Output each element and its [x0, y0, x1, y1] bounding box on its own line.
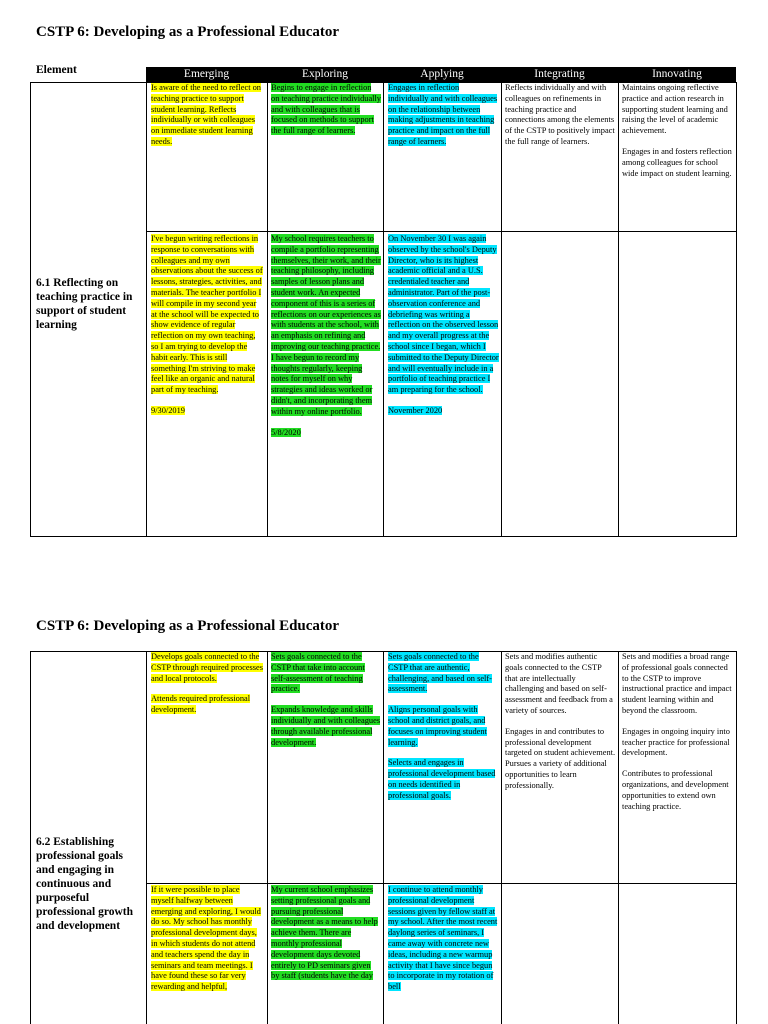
evidence-emerging-6-2: [151, 885, 264, 1024]
evidence-date: 5/8/2020: [271, 427, 301, 437]
rubric-integrating-6-1: [505, 83, 616, 229]
evidence-text: My school requires teachers to compile a portfolio representing themselves, their work, and their teaching philosophy, including samples of lesson plans and student work. An expected component of this is a series of reflections on our experiences as with students at the school, with an emphasis on refining and improving our teaching practice. I have begun to record my thoughts regularly, keeping notes for myself on why strategies and ideas worked or didn't, and incorporating them within my online portfolio.: [271, 234, 381, 416]
rubric-text: Engages in and contributes to professional development targeted on student achievement. Pursues a variety of additional opportunities to learn professionally.: [505, 726, 616, 790]
table-line: [501, 82, 502, 537]
evidence-text: I've begun writing reflections in response to conversations with colleagues and my own observations about the success of lessons, strategies, activities, and materials. The teacher portfolio I will compile in my second year at the school will be expected to show evidence of regular reflection on my own teaching, so I am trying to develop the habit early. This is still something I'm striving to make feel like an organic and natural part of my teaching.: [151, 234, 263, 395]
header-emerging: Emerging: [146, 67, 267, 82]
rubric-text: Attends required professional development.: [151, 694, 251, 715]
rubric-text: Expands knowledge and skills individually and with colleagues through available professional development.: [271, 705, 381, 747]
evidence-applying-6-1: [388, 234, 499, 534]
rubric-text: Reflects individually and with colleagues on refinements in teaching practice and connections among the elements of the CSTP to positively impact the full range of learners.: [505, 83, 615, 146]
rubric-text: Maintains ongoing reflective practice and action research in supporting student learning and raising the level of academic achievement.: [622, 83, 728, 136]
rubric-text: Is aware of the need to reflect on teaching practice to support student learning. Reflects individually or with colleagues on immediate student learning needs.: [151, 83, 261, 146]
rubric-emerging-6-1: [151, 83, 264, 229]
rubric-text: Aligns personal goals with school and district goals, and focuses on improving student learning.: [388, 705, 487, 747]
table-line: [146, 883, 736, 884]
rubric-emerging-6-2: [151, 652, 264, 881]
evidence-exploring-6-2: [271, 885, 381, 1024]
table-line: [618, 82, 619, 537]
table-line: [146, 651, 147, 1024]
evidence-date: November 2020: [388, 405, 443, 415]
header-innovating: Innovating: [618, 67, 736, 82]
table-line: [30, 651, 31, 1024]
rubric-text: Develops goals connected to the CSTP through required processes and local protocols.: [151, 652, 264, 683]
evidence-text: My current school emphasizes setting professional goals and pursuing professional development as a means to help achieve them. There are monthly professional development days devoted entirely to PD seminars given by staff (students have the day: [271, 885, 378, 981]
evidence-exploring-6-1: [271, 234, 381, 534]
rubric-text: Contributes to professional organizations, and development opportunities to extend own teaching practice.: [622, 769, 729, 811]
table-line: [30, 82, 31, 537]
table-line: [501, 651, 502, 1024]
evidence-applying-6-2: [388, 885, 499, 1024]
rubric-text: Engages in ongoing inquiry into teacher practice for professional development.: [622, 726, 730, 758]
table-line: [267, 82, 268, 537]
table-line: [736, 82, 737, 537]
table-line: [146, 231, 736, 232]
element-column-label: Element: [36, 64, 77, 76]
rubric-text: Engages in reflection individually and with colleagues on the relationship between making adjustments in teaching practice and impact on the full range of learners.: [388, 83, 498, 146]
evidence-text: On November 30 I was again observed by the school's Deputy Director, who is its highest academic official and a U.S. credentialed teacher and administrator. Part of the post-observation conference and debriefing was writing a reflection on the observed lesson and my overall progress at the school since I began, which I submitted to the Deputy Director and will eventually include in a portfolio of teaching practice I am preparing for the school.: [388, 234, 499, 395]
evidence-text: I continue to attend monthly professional development sessions given by fellow staff at my school. After the most recent daylong series of seminars, I came away with concrete new ideas, including a new warmup activity that I have since begun to incorporate in my rotation of bell: [388, 885, 498, 992]
table-line: [618, 651, 619, 1024]
header-integrating: Integrating: [501, 67, 618, 82]
page-title: CSTP 6: Developing as a Professional Educator: [36, 618, 340, 634]
table-line: [383, 651, 384, 1024]
rubric-text: Sets goals connected to the CSTP that are authentic, challenging, and based on self-assessment.: [388, 652, 492, 694]
rubric-text: Selects and engages in professional development based on needs identified in professional goals.: [388, 758, 496, 800]
rubric-text: Engages in and fosters reflection among colleagues for school wide impact on student learning.: [622, 146, 732, 178]
header-applying: Applying: [383, 67, 501, 82]
rubric-innovating-6-2: [622, 652, 734, 881]
row-label-6-2: 6.2 Establishing professional goals and engaging in continuous and purposeful professional growth and development: [36, 836, 134, 932]
table-line: [736, 651, 737, 1024]
rubric-applying-6-1: [388, 83, 499, 229]
evidence-emerging-6-1: [151, 234, 264, 534]
table-line: [146, 82, 147, 537]
rubric-text: Sets and modifies a broad range of professional goals connected to the CSTP to improve instructional practice and impact student learning within and beyond the classroom.: [622, 652, 732, 715]
rubric-text: Sets goals connected to the CSTP that take into account self-assessment of teaching practice.: [271, 652, 365, 694]
table-line: [267, 651, 268, 1024]
evidence-date: 9/30/2019: [151, 405, 185, 415]
rubric-exploring-6-1: [271, 83, 381, 229]
rubric-text: Begins to engage in reflection on teaching practice individually and with colleagues that is focused on methods to support the full range of learners.: [271, 83, 381, 136]
rubric-exploring-6-2: [271, 652, 381, 881]
evidence-text: If it were possible to place myself halfway between emerging and exploring, I would do so. My school has monthly professional development days, in which students do not attend and teachers spend the day in seminars and team meetings. I have found these so far very rewarding and helpful,: [151, 885, 261, 992]
table-line: [383, 82, 384, 537]
page-title: CSTP 6: Developing as a Professional Educator: [36, 24, 340, 40]
rubric-applying-6-2: [388, 652, 499, 881]
rubric-text: Sets and modifies authentic goals connected to the CSTP that are intellectually challenging and based on self-assessment and feedback from a variety of sources.: [505, 652, 613, 715]
rubric-integrating-6-2: [505, 652, 616, 881]
row-label-6-1: 6.1 Reflecting on teaching practice in support of student learning: [36, 277, 133, 331]
rubric-innovating-6-1: [622, 83, 734, 229]
header-exploring: Exploring: [267, 67, 383, 82]
